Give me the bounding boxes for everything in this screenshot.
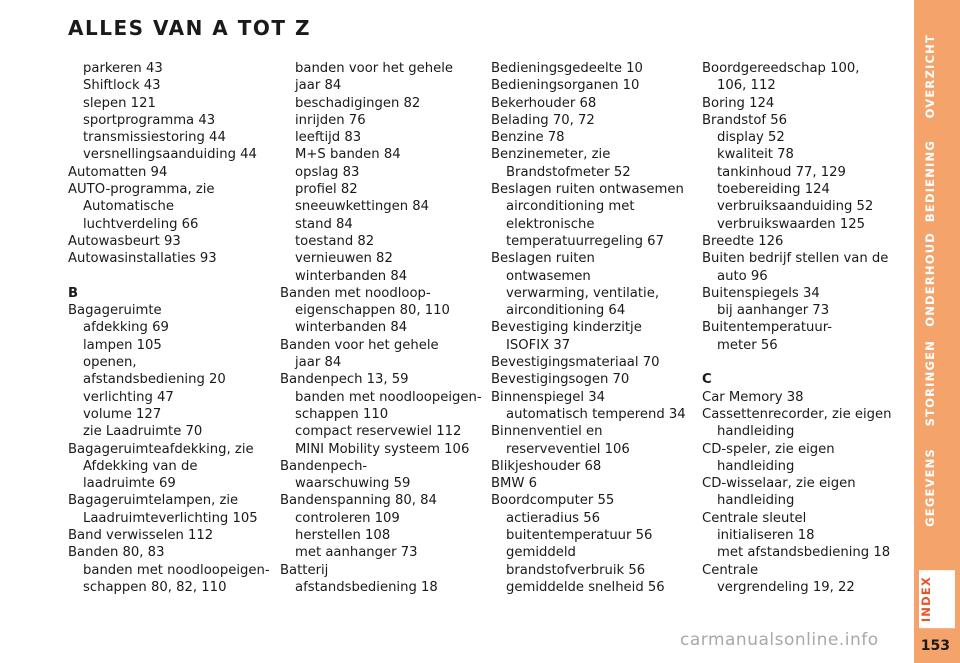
index-entry: actieradius 56 (506, 510, 601, 526)
index-entry: inrijden 76 (295, 112, 366, 128)
index-entry: elektronische (506, 216, 595, 232)
index-entry: versnellingsaanduiding 44 (83, 147, 257, 163)
index-entry: beschadigingen 82 (295, 95, 421, 111)
index-entry: verbruiksaanduiding 52 (717, 199, 874, 215)
index-entry: met aanhanger 73 (295, 545, 418, 561)
index-entry: buitentemperatuur 56 (506, 528, 653, 544)
index-entry: handleiding (717, 493, 795, 509)
index-entry: Cassettenrecorder, zie eigen (702, 406, 892, 422)
index-entry: Bedieningsgedeelte 10 (491, 61, 643, 76)
index-entry: profiel 82 (295, 182, 358, 198)
index-entry: CD-speler, zie eigen (702, 441, 835, 457)
index-entry: initialiseren 18 (717, 528, 815, 544)
index-entry: display 52 (717, 130, 785, 146)
index-entry: Centrale (702, 562, 759, 578)
index-entry: met afstandsbediening 18 (717, 545, 891, 561)
index-entry: banden voor het gehele (295, 61, 453, 76)
index-entry (68, 268, 270, 285)
index-entry: banden met noodloopeigen- (295, 389, 482, 405)
index-entry: sportprogramma 43 (83, 112, 216, 128)
index-entry: opslag 83 (295, 164, 360, 180)
index-entry: kwaliteit 78 (717, 147, 794, 163)
index-entry: Brandstofmeter 52 (506, 164, 631, 180)
tab-index[interactable]: INDEX (919, 570, 955, 628)
index-entry: openen, (83, 355, 137, 371)
index-entry: Bandenspanning 80, 84 (280, 493, 437, 509)
index-entry: schappen 80, 82, 110 (83, 579, 227, 595)
index-entry: jaar 84 (295, 78, 342, 94)
index-entry: automatisch temperend 34 (506, 406, 686, 422)
index-entry: afdekking 69 (83, 320, 169, 336)
index-entry: compact reservewiel 112 (295, 424, 462, 440)
index-entry: Benzine 78 (491, 130, 565, 146)
index-entry: lampen 105 (83, 337, 162, 353)
index-entry: luchtverdeling 66 (83, 216, 199, 232)
index-entry: Autowasbeurt 93 (68, 233, 181, 249)
index-entry: Bagageruimteafdekking, zie (68, 441, 254, 457)
index-entry: leeftijd 83 (295, 130, 362, 146)
index-entry: Bandenpech- (280, 458, 368, 474)
index-entry: Binnenventiel en (491, 424, 603, 440)
index-column-2 (280, 60, 482, 596)
index-entry: Bagageruimtelampen, zie (68, 493, 239, 509)
index-entry: afstandsbediening 20 (83, 372, 226, 388)
index-entry: Brandstof 56 (702, 112, 788, 128)
index-entry: Batterij (280, 562, 329, 578)
index-entry: Buitenspiegels 34 (702, 285, 820, 301)
index-entry: vernieuwen 82 (295, 251, 393, 267)
index-entry: Centrale sleutel (702, 510, 807, 526)
index-entry: gemiddelde snelheid 56 (506, 579, 665, 595)
index-entry: auto 96 (717, 268, 768, 284)
index-entry: Bandenpech 13, 59 (280, 372, 409, 388)
index-entry: Bekerhouder 68 (491, 95, 597, 111)
index-entry: Beslagen ruiten ontwasemen (491, 182, 684, 198)
index-entry: Automatische (83, 199, 174, 215)
index-entry: eigenschappen 80, 110 (295, 303, 450, 319)
index-entry: Car Memory 38 (702, 389, 804, 405)
index-entry: temperatuurregeling 67 (506, 233, 664, 249)
index-entry (702, 354, 892, 371)
index-entry: brandstofverbruik 56 (506, 562, 646, 578)
index-entry: handleiding (717, 458, 795, 474)
index-column-1 (68, 60, 270, 596)
index-entry: Bevestiging kinderzitje (491, 320, 642, 336)
index-entry: Blikjeshouder 68 (491, 458, 602, 474)
index-entry: reserveventiel 106 (506, 441, 630, 457)
index-entry: ontwasemen (506, 268, 591, 284)
index-entry: verlichting 47 (83, 389, 174, 405)
index-entry: Buiten bedrijf stellen van de (702, 251, 889, 267)
index-entry: meter 56 (717, 337, 778, 353)
index-entry: Autowasinstallaties 93 (68, 251, 217, 267)
index-entry: zie Laadruimte 70 (83, 424, 203, 440)
index-entry: Shiftlock 43 (83, 78, 161, 94)
index-column-3 (491, 60, 686, 596)
index-letter-heading: C (702, 372, 712, 388)
index-entry: Afdekking van de (83, 458, 198, 474)
index-entry: bij aanhanger 73 (717, 303, 830, 319)
tab-onderhoud[interactable]: ONDERHOUD (923, 232, 937, 327)
page-title: ALLES VAN A TOT Z (68, 16, 311, 40)
tab-gegevens[interactable]: GEGEVENS (923, 448, 937, 527)
index-entry: winterbanden 84 (295, 268, 408, 284)
index-entry: ISOFIX 37 (506, 337, 571, 353)
index-entry: Banden voor het gehele (280, 337, 439, 353)
index-entry: stand 84 (295, 216, 353, 232)
index-column-4 (702, 60, 892, 596)
index-entry: volume 127 (83, 406, 162, 422)
index-entry: waarschuwing 59 (295, 476, 411, 492)
index-entry: slepen 121 (83, 95, 156, 111)
index-entry: schappen 110 (295, 406, 389, 422)
index-entry: Bedieningsorganen 10 (491, 78, 640, 94)
index-entry: airconditioning met (506, 199, 635, 215)
index-entry: AUTO-programma, zie (68, 182, 215, 198)
tab-overzicht[interactable]: OVERZICHT (923, 34, 937, 119)
index-entry: Boring 124 (702, 95, 775, 111)
tab-storingen[interactable]: STORINGEN (923, 340, 937, 427)
index-entry: Breedte 126 (702, 233, 784, 249)
index-entry: Bevestigingsogen 70 (491, 372, 630, 388)
index-entry: BMW 6 (491, 476, 538, 492)
index-entry: parkeren 43 (83, 61, 163, 76)
index-entry: winterbanden 84 (295, 320, 408, 336)
index-entry: banden met noodloopeigen- (83, 562, 270, 578)
index-entry: Beslagen ruiten (491, 251, 595, 267)
index-entry: M+S banden 84 (295, 147, 401, 163)
index-entry: verwarming, ventilatie, (506, 285, 660, 301)
index-entry: Bagageruimte (68, 303, 162, 319)
index-entry: Bevestigingsmateriaal 70 (491, 355, 660, 371)
tab-bediening[interactable]: BEDIENING (923, 140, 937, 223)
index-entry: controleren 109 (295, 510, 400, 526)
index-entry: gemiddeld (506, 545, 576, 561)
index-entry: Boordcomputer 55 (491, 493, 615, 509)
index-entry: Automatten 94 (68, 164, 168, 180)
index-entry: tankinhoud 77, 129 (717, 164, 846, 180)
index-entry: Laadruimteverlichting 105 (83, 510, 258, 526)
index-entry: toebereiding 124 (717, 182, 830, 198)
index-entry: herstellen 108 (295, 528, 391, 544)
index-entry: Banden met noodloop- (280, 285, 431, 301)
index-entry: airconditioning 64 (506, 303, 626, 319)
index-entry: laadruimte 69 (83, 476, 176, 492)
index-letter-heading: B (68, 285, 79, 301)
watermark: carmanualsonline.info (680, 630, 879, 650)
index-entry: 106, 112 (717, 78, 776, 94)
index-entry: transmissiestoring 44 (83, 130, 226, 146)
index-entry: sneeuwkettingen 84 (295, 199, 430, 215)
index-entry: Band verwisselen 112 (68, 528, 214, 544)
index-entry: CD-wisselaar, zie eigen (702, 476, 856, 492)
index-entry: Buitentemperatuur- (702, 320, 833, 336)
index-entry: Binnenspiegel 34 (491, 389, 606, 405)
index-entry: verbruikswaarden 125 (717, 216, 866, 232)
index-entry: toestand 82 (295, 233, 375, 249)
index-entry: Benzinemeter, zie (491, 147, 611, 163)
index-entry: Belading 70, 72 (491, 112, 595, 128)
index-entry: Boordgereedschap 100, (702, 61, 860, 76)
index-entry: vergrendeling 19, 22 (717, 579, 855, 595)
index-entry: jaar 84 (295, 355, 342, 371)
index-entry: handleiding (717, 424, 795, 440)
index-entry: MINI Mobility systeem 106 (295, 441, 470, 457)
index-entry: afstandsbediening 18 (295, 579, 438, 595)
page-number: 153 (920, 638, 950, 654)
index-entry: Banden 80, 83 (68, 545, 165, 561)
